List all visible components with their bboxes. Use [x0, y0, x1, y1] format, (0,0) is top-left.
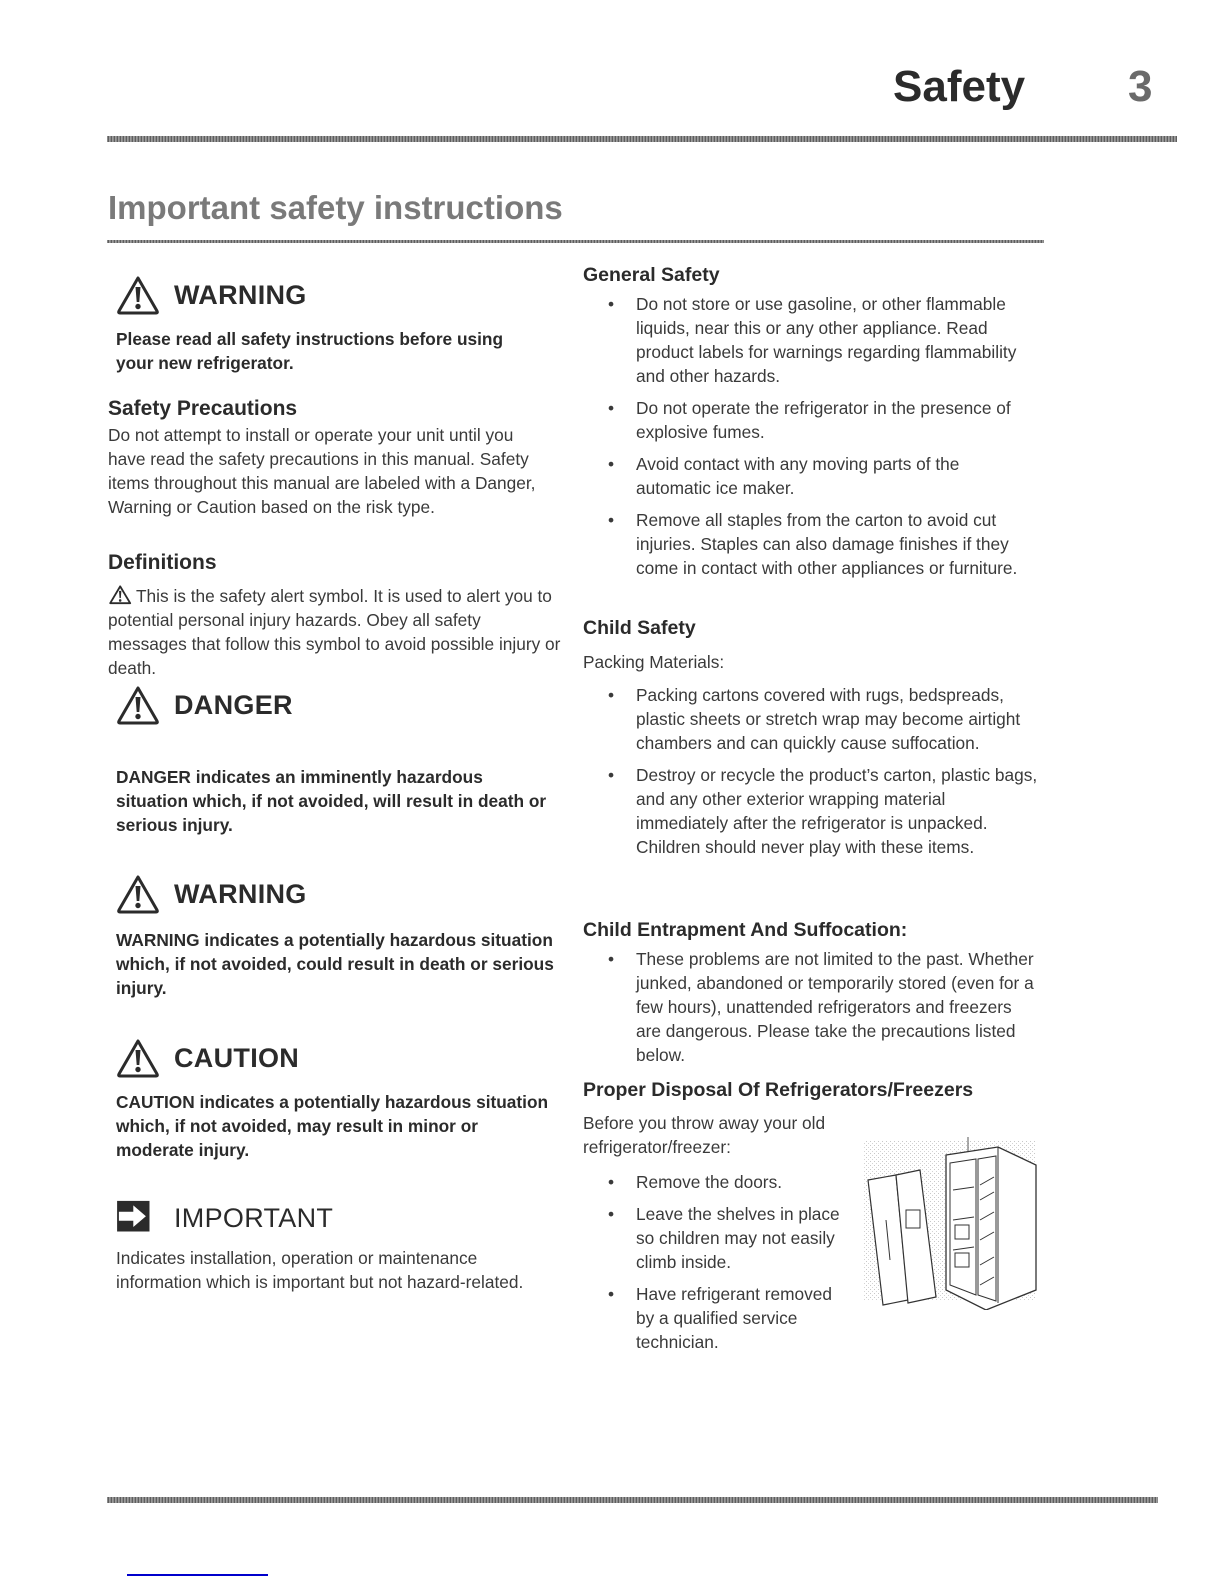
footer-divider	[107, 1497, 1158, 1503]
definitions-paragraph	[108, 584, 563, 680]
safety-alert-icon	[116, 874, 160, 914]
bullet-icon: •	[608, 510, 615, 530]
child-safety-list	[608, 683, 1038, 867]
list-item: • Remove the doors.	[608, 1172, 783, 1192]
list-item: • These problems are not limited to the past. Whether junked, abandoned or temporarily stored (even for a few hours), unattended refrigerators and freezers are dangerous. Please take the precautions listed below.	[608, 949, 1034, 1065]
disposal-heading: Proper Disposal Of Refrigerators/Freezers	[583, 1079, 974, 1101]
bullet-icon: •	[608, 949, 615, 969]
safety-alert-icon	[116, 685, 160, 725]
child-safety-heading: Child Safety	[583, 617, 696, 639]
bullet-icon: •	[608, 685, 615, 705]
child-entrapment-heading: Child Entrapment And Suffocation:	[583, 919, 908, 941]
list-item: • Do not store or use gasoline, or other flammable liquids, near this or any other appliance. Read product labels for warnings regarding flammability and other hazards.	[608, 294, 1017, 386]
footer-link[interactable]	[127, 1574, 268, 1576]
section-title: Important safety instructions	[108, 189, 563, 226]
warning-signal	[116, 874, 307, 914]
list-item: • Destroy or recycle the product’s carton, plastic bags, and any other exterior wrapping material immediately after the refrigerator is unpacked. Children should never play with these items.	[608, 765, 1038, 857]
safety-alert-icon	[116, 1038, 160, 1078]
intro-warning-signal	[116, 275, 307, 315]
important-signal	[116, 1200, 333, 1236]
bullet-icon: •	[608, 765, 615, 785]
bullet-icon: •	[608, 1172, 615, 1192]
bullet-icon: •	[608, 1284, 615, 1304]
list-item: • Remove all staples from the carton to avoid cut injuries. Staples can also damage finishes if they come in contact with other appliances or furniture.	[608, 510, 1018, 578]
definitions-text: This is the safety alert symbol. It is used to alert you to potential personal injury hazards. Obey all safety messages that follow this symbol to avoid possible injury or death.	[108, 586, 561, 678]
disposal-list	[608, 1170, 848, 1362]
refrigerator-doors-removed-illustration	[858, 1125, 1038, 1310]
caution-label: CAUTION	[174, 1042, 300, 1073]
list-item: • Have refrigerant removed by a qualified service technician.	[608, 1284, 832, 1352]
intro-warning-text: Please read all safety instructions before using your new refrigerator.	[116, 329, 504, 373]
general-safety-list	[608, 292, 1038, 588]
definitions-heading: Definitions	[108, 551, 217, 574]
bullet-icon: •	[608, 398, 615, 418]
warning-label: WARNING	[174, 279, 307, 310]
page-number: 3	[1128, 62, 1153, 111]
child-entrapment-list	[608, 947, 1038, 1075]
caution-text: CAUTION indicates a potentially hazardous situation which, if not avoided, may result in minor or moderate injury.	[116, 1092, 549, 1160]
danger-signal	[116, 685, 293, 725]
list-item: • Leave the shelves in place so children may not easily climb inside.	[608, 1204, 840, 1272]
important-label: IMPORTANT	[174, 1202, 334, 1233]
chapter-title: Safety	[893, 62, 1026, 111]
general-safety-heading: General Safety	[583, 264, 720, 286]
caution-signal	[116, 1038, 299, 1078]
section-title-divider	[107, 240, 1044, 243]
important-text: Indicates installation, operation or maintenance information which is important but not hazard-related.	[116, 1248, 524, 1292]
danger-label: DANGER	[174, 689, 293, 720]
arrow-right-box-icon	[116, 1200, 156, 1236]
safety-alert-icon	[116, 275, 160, 315]
safety-alert-icon	[108, 585, 136, 605]
list-item: • Avoid contact with any moving parts of the automatic ice maker.	[608, 454, 960, 498]
list-item: • Packing cartons covered with rugs, bedspreads, plastic sheets or stretch wrap may become airtight chambers and can quickly cause suffocation.	[608, 685, 1021, 753]
danger-text: DANGER indicates an imminently hazardous situation which, if not avoided, will result in death or serious injury.	[116, 767, 547, 835]
safety-precautions-heading: Safety Precautions	[108, 397, 298, 420]
bullet-icon: •	[608, 1204, 615, 1224]
bullet-icon: •	[608, 454, 615, 474]
disposal-intro: Before you throw away your old refrigerator/freezer:	[583, 1113, 826, 1157]
packing-materials-label: Packing Materials:	[583, 652, 725, 672]
list-item: • Do not operate the refrigerator in the presence of explosive fumes.	[608, 398, 1011, 442]
safety-precautions-text: Do not attempt to install or operate your unit until you have read the safety precautions in this manual. Safety items throughout this manual are labeled with a Danger, Warning or Caution based on the risk type.	[108, 425, 536, 517]
warning-text: WARNING indicates a potentially hazardous situation which, if not avoided, could result in death or serious injury.	[116, 930, 554, 998]
bullet-icon: •	[608, 294, 615, 314]
header-divider	[107, 136, 1177, 142]
warning-label: WARNING	[174, 878, 307, 909]
